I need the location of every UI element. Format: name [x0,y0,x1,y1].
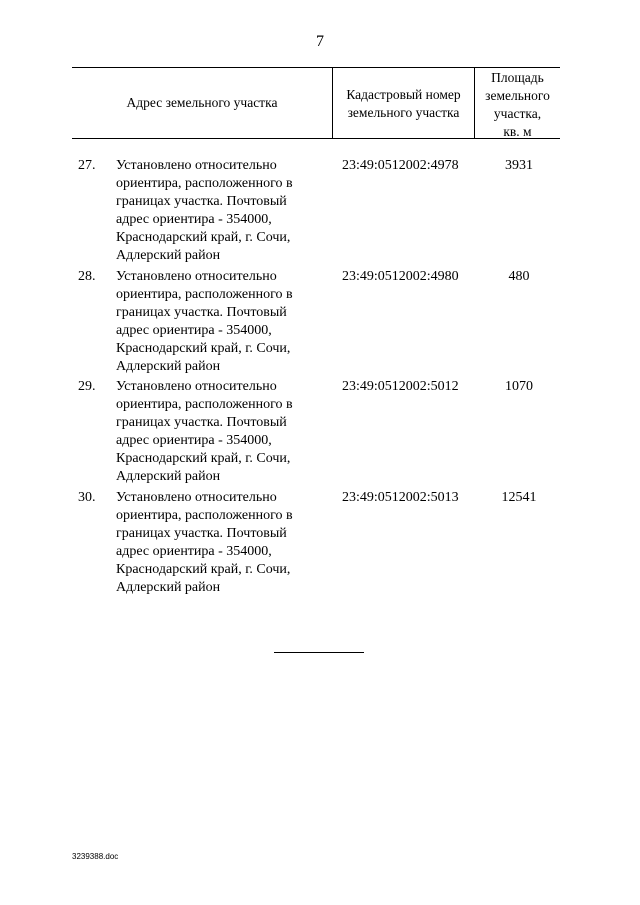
row-cadastral-number: 23:49:0512002:4978 [342,158,459,173]
row-cadastral-number: 23:49:0512002:4980 [342,269,459,284]
row-number: 29. [78,379,96,394]
row-cadastral-number: 23:49:0512002:5013 [342,490,459,505]
row-address: Установлено относительно ориентира, расположенного в границах участка. Почтовый адрес ориентира - 354000, Краснодарский край, г. Сочи, Адлерский район [116,379,293,484]
row-area: 1070 [505,379,533,394]
table-row [0,378,640,484]
row-address: Установлено относительно ориентира, расположенного в границах участка. Почтовый адрес ориентира - 354000, Краснодарский край, г. Сочи, Адлерский район [116,269,293,374]
row-address: Установлено относительно ориентира, расположенного в границах участка. Почтовый адрес ориентира - 354000, Краснодарский край, г. Сочи, Адлерский район [116,490,293,595]
page-number: 7 [316,33,324,50]
table-header-top-rule [72,67,560,68]
row-number: 30. [78,490,96,505]
row-address: Установлено относительно ориентира, расположенного в границах участка. Почтовый адрес ориентира - 354000, Краснодарский край, г. Сочи, Адлерский район [116,158,293,263]
row-area: 3931 [505,158,533,173]
row-area: 12541 [501,490,537,505]
row-area: 480 [508,269,530,284]
table-row [0,157,640,263]
row-number: 28. [78,269,96,284]
row-number: 27. [78,158,96,173]
table-row [0,268,640,374]
header-address: Адрес земельного участка [126,95,278,110]
footer-document-id: 3239388.doc [72,852,119,861]
header-cadastral: Кадастровый номер земельного участка [346,87,461,120]
end-of-table-rule [274,652,364,653]
header-area: Площадь земельного участка, кв. м [485,70,550,139]
table-row [0,489,640,595]
row-cadastral-number: 23:49:0512002:5012 [342,379,459,394]
